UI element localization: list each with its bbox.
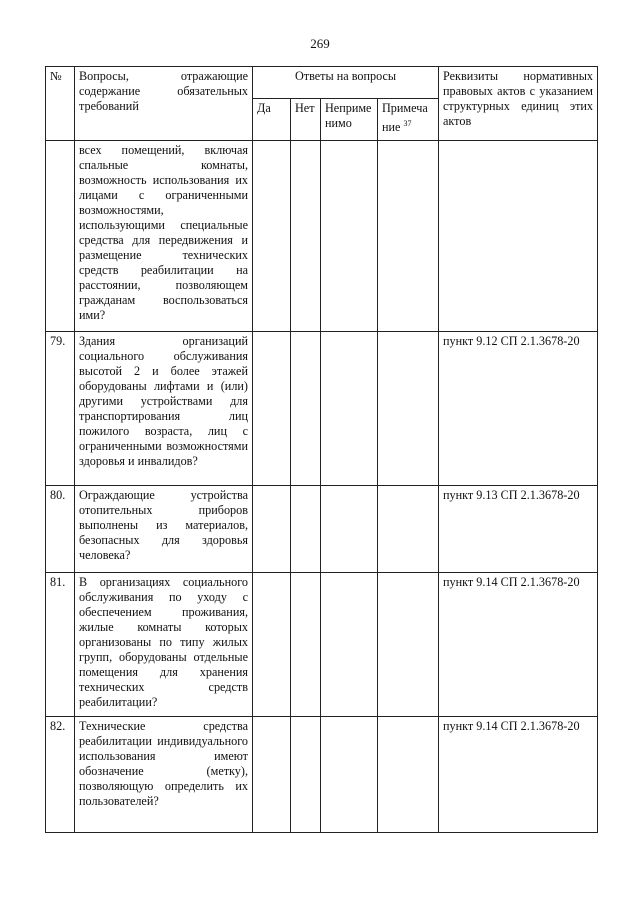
table-row [46,141,598,332]
answer-no-cell[interactable] [291,141,321,332]
answer-na-cell[interactable] [321,573,378,717]
answer-yes-cell[interactable] [253,332,291,486]
answer-note-cell[interactable] [378,332,439,486]
footnote-ref: 37 [403,119,412,128]
answer-yes-cell[interactable] [253,486,291,573]
table-row [46,717,598,833]
header-num: № [46,67,75,141]
answer-no-cell[interactable] [291,717,321,833]
table-row [46,486,598,573]
row-num: 79. [46,332,75,486]
answer-no-cell[interactable] [291,486,321,573]
row-ref: пункт 9.14 СП 2.1.3678-20 [439,573,598,717]
table-row [46,573,598,717]
answer-na-cell[interactable] [321,141,378,332]
row-question: всех помещений, включая спальные комнаты, возможность использования их лицами с ограниченными возможностями, использующими специальные средства для передвижения и размещение технических средств реабилитации на расстоянии, позволяющем гражданам воспользоваться ими? [75,141,253,332]
row-question: В организациях социального обслуживания по уходу с обеспечением проживания, жилые комнаты которых организованы по типу жилых групп, оборудованы отдельные помещения для хранения технических средств реабилитации? [75,573,253,717]
answer-note-cell[interactable] [378,486,439,573]
row-ref: пункт 9.14 СП 2.1.3678-20 [439,717,598,833]
header-no: Нет [291,99,321,141]
header-note-text: Примеча ние [382,101,428,135]
answer-note-cell[interactable] [378,573,439,717]
row-question: Технические средства реабилитации индивидуального использования имеют обозначение (метку), позволяющую определить их пользователей? [75,717,253,833]
header-note [378,99,439,141]
row-num: 81. [46,573,75,717]
answer-no-cell[interactable] [291,573,321,717]
header-na: Неприме нимо [321,99,378,141]
table-row [46,332,598,486]
answer-yes-cell[interactable] [253,717,291,833]
row-ref: пункт 9.13 СП 2.1.3678-20 [439,486,598,573]
page-number: 269 [310,36,330,51]
header-answers: Ответы на вопросы [253,67,439,99]
header-yes: Да [253,99,291,141]
row-num: 80. [46,486,75,573]
answer-note-cell[interactable] [378,717,439,833]
answer-yes-cell[interactable] [253,573,291,717]
row-num [46,141,75,332]
checklist-table [45,66,598,833]
answer-na-cell[interactable] [321,717,378,833]
answer-na-cell[interactable] [321,332,378,486]
answer-no-cell[interactable] [291,332,321,486]
row-num: 82. [46,717,75,833]
row-question: Здания организаций социального обслуживания высотой 2 и более этажей оборудованы лифтами и (или) другими устройствами для транспортирования лиц пожилого возраста, лиц с ограниченными возможностями здоровья и инвалидов? [75,332,253,486]
answer-na-cell[interactable] [321,486,378,573]
header-row [46,67,598,99]
header-question: Вопросы, отражающие содержание обязательных требований [75,67,253,141]
row-question: Ограждающие устройства отопительных приборов выполнены из материалов, безопасных для здоровья человека? [75,486,253,573]
answer-note-cell[interactable] [378,141,439,332]
header-refs: Реквизиты нормативных правовых актов с указанием структурных единиц этих актов [439,67,598,141]
row-ref: пункт 9.12 СП 2.1.3678-20 [439,332,598,486]
row-ref [439,141,598,332]
answer-yes-cell[interactable] [253,141,291,332]
